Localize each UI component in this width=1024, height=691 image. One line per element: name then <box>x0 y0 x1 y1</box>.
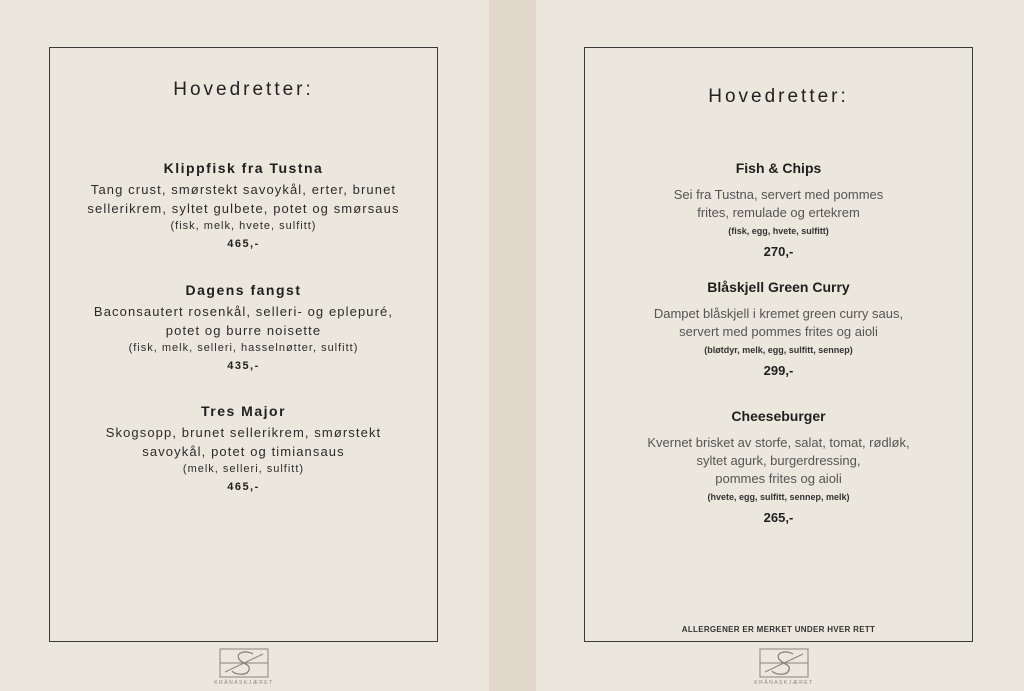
restaurant-logo-icon <box>759 648 809 678</box>
dish-description-line: servert med pommes frites og aioli <box>679 324 878 339</box>
logo-wordmark: KRÅNASKJÆRET <box>754 680 814 686</box>
dish-description-line: Skogsopp, brunet sellerikrem, smørstekt <box>105 425 382 440</box>
page-gutter <box>489 0 536 691</box>
menu-frame <box>584 47 973 642</box>
dish-allergens: (fisk, melk, hvete, sulfitt) <box>170 220 317 232</box>
dish-description-line: pommes frites og aioli <box>715 471 842 486</box>
menu-item <box>50 160 437 250</box>
menu-item <box>50 403 437 493</box>
menu-item <box>585 279 972 378</box>
dish-description-line: Dampet blåskjell i kremet green curry saus, <box>653 306 904 321</box>
dish-name: Klippfisk fra Tustna <box>163 160 324 176</box>
dish-allergens: (melk, selleri, sulfitt) <box>182 463 305 475</box>
allergen-note: ALLERGENER ER MERKET UNDER HVER RETT <box>681 625 876 634</box>
menu-item <box>585 408 972 525</box>
dish-description-line: potet og burre noisette <box>165 323 322 338</box>
menu-frame <box>49 47 438 642</box>
dish-name: Cheeseburger <box>731 408 826 424</box>
dish-name: Tres Major <box>200 403 287 419</box>
dish-description-line: frites, remulade og ertekrem <box>697 205 860 220</box>
dish-description <box>585 434 972 488</box>
dish-price: 465,- <box>227 481 260 493</box>
dish-allergens: (hvete, egg, sulfitt, sennep, melk) <box>707 492 850 502</box>
dish-description-line: savoykål, potet og timiansaus <box>142 444 345 459</box>
dish-allergens: (fisk, melk, selleri, hasselnøtter, sulfitt) <box>128 342 359 354</box>
dish-allergens: (fisk, egg, hvete, sulfitt) <box>728 226 829 236</box>
dish-price: 299,- <box>763 363 794 378</box>
dish-description <box>50 423 437 461</box>
menu-page-right <box>536 0 1024 691</box>
dish-description-line: Baconsautert rosenkål, selleri- og eplepuré, <box>93 304 394 319</box>
restaurant-logo <box>754 648 814 688</box>
dish-description-line: Sei fra Tustna, servert med pommes <box>673 187 884 202</box>
dish-description <box>585 305 972 341</box>
menu-page-left <box>0 0 489 691</box>
dish-price: 435,- <box>227 360 260 372</box>
dish-name: Dagens fangst <box>185 282 302 298</box>
dish-allergens: (bløtdyr, melk, egg, sulfitt, sennep) <box>704 345 853 355</box>
page-heading: Hovedretter: <box>708 86 849 107</box>
dish-description <box>585 186 972 222</box>
logo-wordmark: KRÅNASKJÆRET <box>214 680 274 686</box>
restaurant-logo-icon <box>219 648 269 678</box>
dish-description <box>50 180 437 218</box>
dish-price: 465,- <box>227 238 260 250</box>
dish-description-line: sellerikrem, syltet gulbete, potet og smørsaus <box>87 201 400 216</box>
menu-item <box>50 282 437 372</box>
dish-description-line: syltet agurk, burgerdressing, <box>696 453 861 468</box>
page-heading: Hovedretter: <box>173 79 314 100</box>
dish-description-line: Kvernet brisket av storfe, salat, tomat, rødløk, <box>647 435 910 450</box>
dish-description <box>50 302 437 340</box>
dish-price: 270,- <box>763 244 794 259</box>
dish-description-line: Tang crust, smørstekt savoykål, erter, brunet <box>90 182 397 197</box>
menu-item <box>585 160 972 259</box>
dish-name: Blåskjell Green Curry <box>707 279 850 295</box>
restaurant-logo <box>214 648 274 688</box>
dish-name: Fish & Chips <box>735 160 822 176</box>
dish-price: 265,- <box>763 510 794 525</box>
